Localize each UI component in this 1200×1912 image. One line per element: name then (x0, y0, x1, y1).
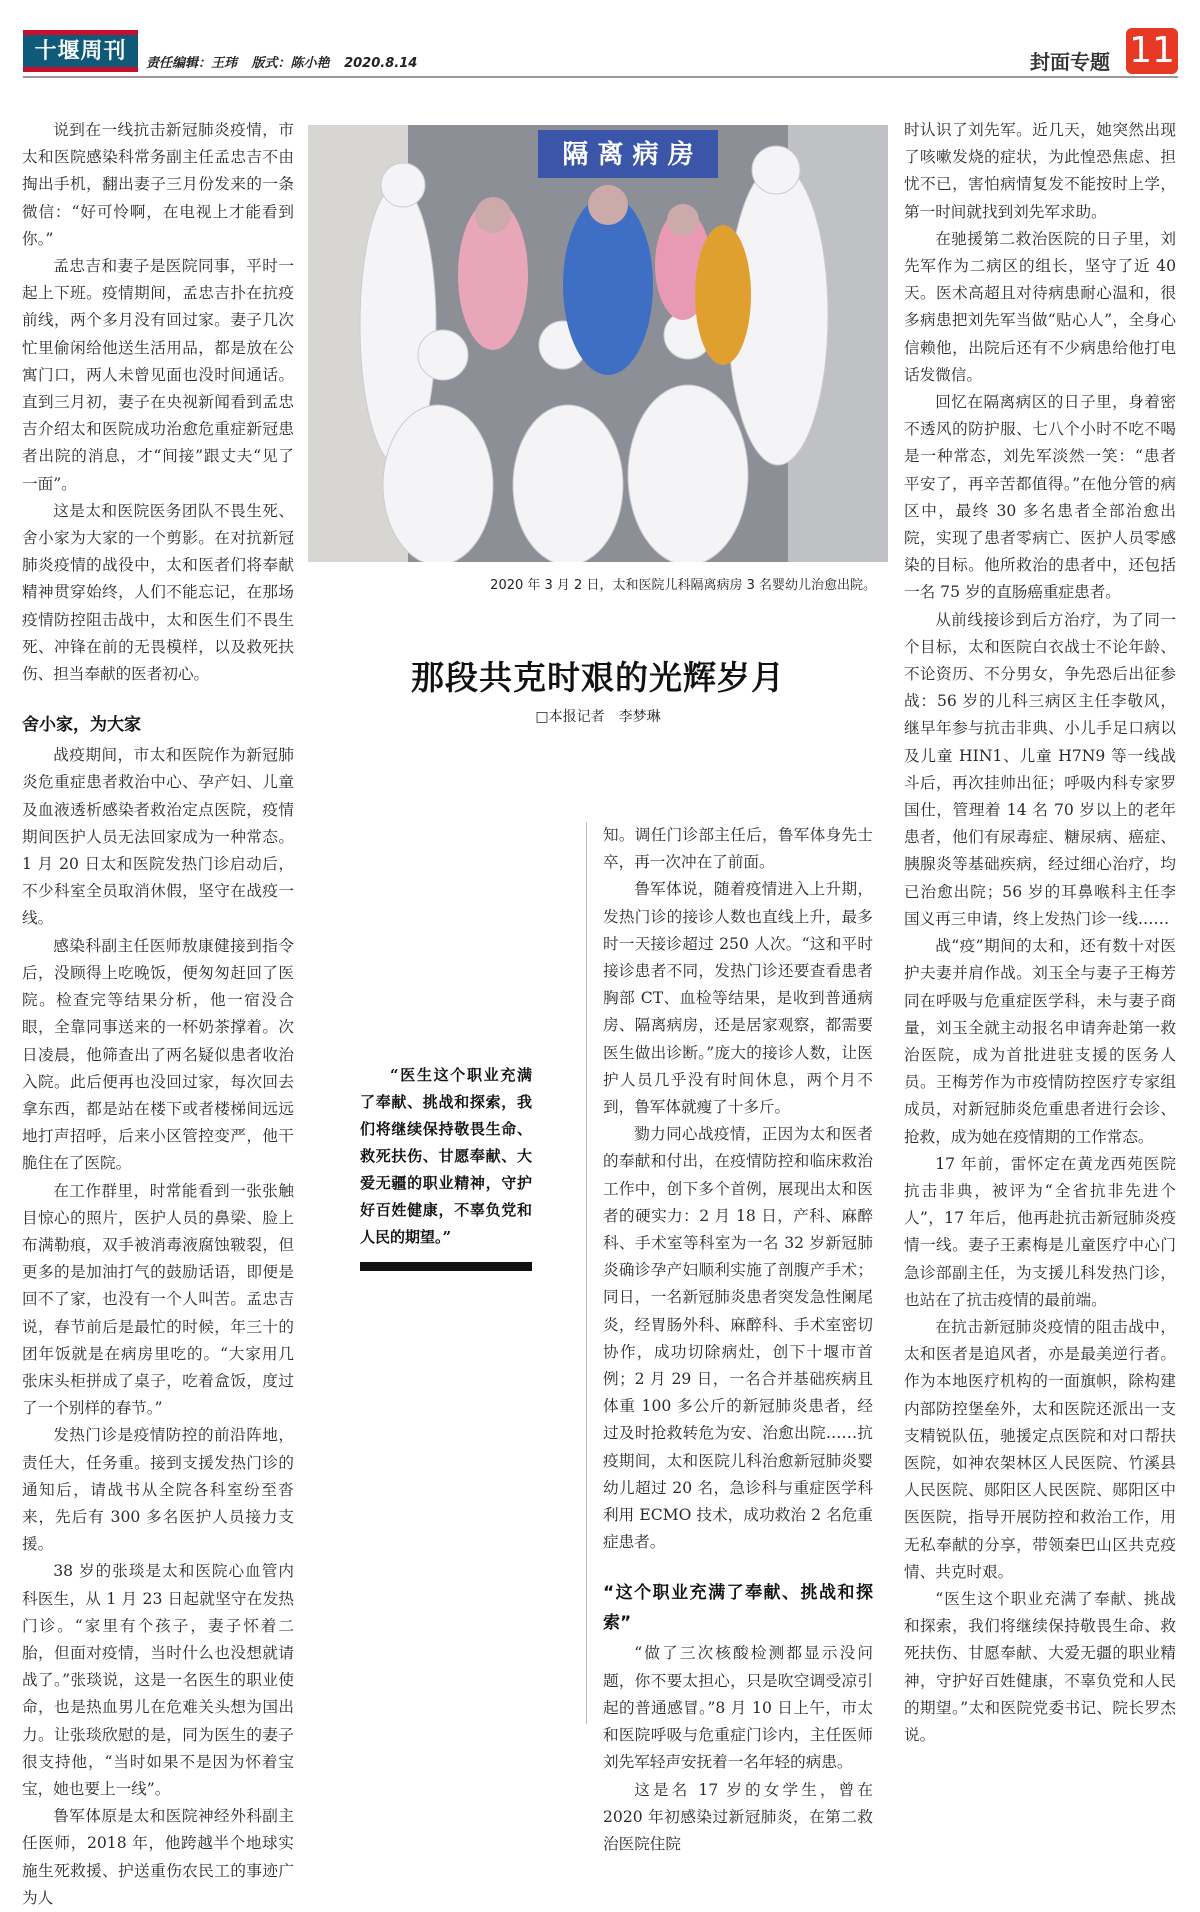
article-paragraph: 鲁军体原是太和医院神经外科副主任医师，2018 年，他跨越半个地球实施生死救援、护送重伤农民工的事迹广为人 (22, 1807, 294, 1907)
article-title: 那段共克时艰的光辉岁月 (411, 658, 785, 697)
article-paragraph: 战疫期间，市太和医院作为新冠肺炎危重症患者救治中心、孕产妇、儿童及血液透析感染者救治定点医院，疫情期间医护人员无法回家成为一种常态。1 月 20 日太和医院发热门诊启动后，不少科室全员取消休假，坚守在战疫一线。 (22, 746, 294, 928)
page-number: 11 (1126, 28, 1178, 74)
cover-photo (308, 125, 888, 562)
editor-name: 责任编辑：王玮 (146, 56, 238, 71)
pull-quote-bar (360, 1262, 532, 1271)
editor-credits (146, 52, 427, 71)
article-paragraph: 鲁军体说，随着疫情进入上升期，发热门诊的接诊人数也直线上升，最多时一天接诊超过 250 人次。“这和平时接诊患者不同，发热门诊还要查看患者胸部 CT、血检等结果，是收到普通病房、隔离病房，还是居家观察，都需要医生做出诊断。”庞大的接诊人数，让医护人员几乎没有时间休息，两个月不到，鲁军体就瘦了十多斤。 (603, 880, 873, 1117)
article-byline: □本报记者 李梦琳 (535, 709, 661, 725)
newspaper-logo: 十堰周刊 (23, 30, 138, 72)
article-paragraph: 在抗击新冠肺炎疫情的阻击战中，太和医者是追风者，亦是最美逆行者。作为本地医疗机构的一面旗帜，除构建内部防控堡垒外，太和医院还派出一支支精锐队伍，驰援定点医院和对口帮扶医院，如神农架林区人民医院、竹溪县人民医院、郧阳区人民医院、郧阳区中医医院，指导开展防控和救治工作，用无私奉献的分享，带领秦巴山区共克疫情、共克时艰。 (904, 1317, 1176, 1581)
article-paragraph: 回忆在隔离病区的日子里，身着密不透风的防护服、七八个小时不吃不喝是一种常态，刘先军淡然一笑：“患者平安了，再辛苦都值得。”在他分管的病区中，最终 30 多名患者全部治愈出院，实现了患者零病亡、医护人员零感染的目标。他所救治的患者中，还包括一名 75 岁的直肠癌重症患者。 (904, 393, 1176, 602)
section-heading: “这个职业充满了奉献、挑战和探索” (603, 1583, 873, 1634)
article-paragraph: 战“疫”期间的太和，还有数十对医护夫妻并肩作战。刘玉全与妻子王梅芳同在呼吸与危重症医学科，未与妻子商量，刘玉全就主动报名申请奔赴第一救治医院，成为首批进驻支援的医务人员。王梅芳作为市疫情防控医疗专家组成员，对新冠肺炎危重患者进行会诊、抢救，成为她在疫情期的工作常态。 (904, 937, 1176, 1146)
article-paragraph: 17 年前，雷怀定在黄龙西苑医院抗击非典，被评为“全省抗非先进个人”，17 年后，他再赴抗击新冠肺炎疫情一线。妻子王素梅是儿童医疗中心门急诊部副主任，为支援儿科发热门诊，也站在了抗击疫情的最前端。 (904, 1154, 1176, 1309)
section-title: 封面专题 (1030, 50, 1110, 74)
article-paragraph: 这是太和医院医务团队不畏生死、舍小家为大家的一个剪影。在对抗新冠肺炎疫情的战役中，太和医者们将奉献精神贯穿始终，人们不能忘记，在那场疫情防控阻击战中，太和医生们不畏生死、冲锋在前的无畏模样，以及救死扶伤、担当奉献的医者初心。 (22, 501, 294, 684)
layout-name: 版式：陈小艳 (251, 56, 330, 71)
isolation-sign-group (538, 130, 718, 178)
article-paragraph: 说到在一线抗击新冠肺炎疫情，市太和医院感染科常务副主任孟忠吉不由掏出手机，翻出妻子三月份发来的一条微信：“好可怜啊，在电视上才能看到你。” (22, 121, 294, 248)
article-paragraph: 时认识了刘先军。近几天，她突然出现了咳嗽发烧的症状，为此惶恐焦虑、担忧不已，害怕病情复发不能按时上学，第一时间就找到刘先军求助。 (904, 121, 1176, 221)
column-divider (586, 822, 587, 1724)
right-text-column (904, 117, 1176, 1749)
article-paragraph: 勠力同心战疫情，正因为太和医者的奉献和付出，在疫情防控和临床救治工作中，创下多个首例，展现出太和医者的硬实力：2 月 18 日，产科、麻醉科、手术室等科室为一名 32 岁新冠肺炎确诊孕产妇顺利实施了剖腹产手术；同日，一名新冠肺炎患者突发急性阑尾炎，经胃肠外科、麻醉科、手术室密切协作，成功切除病灶，创下十堰市首例；2 月 29 日，一名合并基础疾病且体重 100 多公斤的新冠肺炎患者，经过及时抢救转危为安、治愈出院……抗疫期间，太和医院儿科治愈新冠肺炎婴幼儿超过 20 名，急诊科与重症医学科利用 ECMO 技术，成功救治 2 名危重症患者。 (603, 1125, 873, 1552)
article-paragraph: 在工作群里，时常能看到一张张触目惊心的照片，医护人员的鼻梁、脸上布满勒痕，双手被消毒液腐蚀皲裂，但更多的是加油打气的鼓励话语，即便是回不了家，也没有一个人叫苦。孟忠吉说，春节前后是最忙的时候，年三十的团年饭就是在病房里吃的。“大家用几张床头柜拼成了桌子，吃着盒饭，度过了一个别样的春节。” (22, 1181, 294, 1418)
article-paragraph: 知。调任门诊部主任后，鲁军体身先士卒，再一次冲在了前面。 (603, 826, 873, 872)
header-divider (23, 76, 1178, 78)
pull-quote: “医生这个职业充满了奉献、挑战和探索，我们将继续保持敬畏生命、救死扶伤、甘愿奉献、大爱无疆的职业精神，守护好百姓健康，不辜负党和人民的期望。” (360, 1066, 532, 1246)
article-paragraph: 从前线接诊到后方治疗，为了同一个目标，太和医院白衣战士不论年龄、不论资历、不分男女，争先恐后出征参战：56 岁的儿科三病区主任李敬风，继早年参与抗击非典、小儿手足口病以及儿童 HIN1、儿童 H7N9 等一线战斗后，再次挂帅出征；呼吸内科专家罗国仕，管理着 14 名 70 岁以上的老年患者，他们有尿毒症、糖尿病、癌症、胰腺炎等基础疾病，经过细心治疗，均已治愈出院；56 岁的耳鼻喉科主任李国义再三申请，终上发热门诊一线…… (904, 610, 1176, 928)
article-paragraph: 38 岁的张琰是太和医院心血管内科医生，从 1 月 23 日起就坚守在发热门诊。“家里有个孩子，妻子怀着二胎，但面对疫情，当时什么也没想就请战了。”张琰说，这是一名医生的职业使命，也是热血男儿在危难关头想为国出力。让张琰欣慰的是，同为医生的妻子很支持他，“当时如果不是因为怀着宝宝，她也要上一线”。 (22, 1562, 294, 1798)
left-text-column (22, 117, 294, 1912)
middle-text-column (603, 822, 873, 1858)
article-paragraph: 发热门诊是疫情防控的前沿阵地，责任大，任务重。接到支援发热门诊的通知后，请战书从全院各科室纷至沓来，先后有 300 多名医护人员接力支援。 (22, 1426, 294, 1554)
article-paragraph: “医生这个职业充满了奉献、挑战和探索，我们将继续保持敬畏生命、救死扶伤、甘愿奉献、大爱无疆的职业精神，守护好百姓健康，不辜负党和人民的期望。”太和医院党委书记、院长罗杰说。 (904, 1589, 1176, 1744)
section-heading: 舍小家，为大家 (22, 715, 141, 736)
article-paragraph: 在驰援第二救治医院的日子里，刘先军作为二病区的组长，坚守了近 40 天。医术高超且对待病患耐心温和，很多病患把刘先军当做“贴心人”，全身心信赖他，出院后还有不少病患给他打电话发微信。 (904, 229, 1176, 384)
article-paragraph: 感染科副主任医师敖康健接到指令后，没顾得上吃晚饭，便匆匆赶回了医院。检查完等结果分析，他一宿没合眼，全靠同事送来的一杯奶茶撑着。次日凌晨，他筛查出了两名疑似患者收治入院。此后便再也没回过家，每次回去拿东西，都是站在楼下或者楼梯间远远地打声招呼，后来小区管控变严，他干脆住在了医院。 (22, 936, 294, 1173)
article-paragraph: 孟忠吉和妻子是医院同事，平时一起上下班。疫情期间，孟忠吉扑在抗疫前线，两个多月没有回过家。妻子几次忙里偷闲给他送生活用品，都是放在公寓门口，两人未曾见面也没时间通话。直到三月初，妻子在央视新闻看到孟忠吉介绍太和医院成功治愈危重症新冠患者出院的消息，才“间接”跟丈夫“见了一面”。 (22, 257, 294, 493)
article-paragraph: 这是名 17 岁的女学生，曾在 2020 年初感染过新冠肺炎，在第二救治医院住院 (603, 1780, 873, 1853)
issue-date: 2020.8.14 (344, 56, 418, 71)
isolation-sign-text: 隔 离 病 房 (562, 140, 694, 170)
photo-caption: 2020 年 3 月 2 日，太和医院儿科隔离病房 3 名婴幼儿治愈出院。 (490, 578, 876, 593)
article-paragraph: “做了三次核酸检测都显示没问题，你不要太担心，只是吹空调受凉引起的普通感冒。”8 月 10 日上午，市太和医院呼吸与危重症门诊内，主任医师刘先军轻声安抚着一名年轻的病患。 (603, 1644, 873, 1772)
